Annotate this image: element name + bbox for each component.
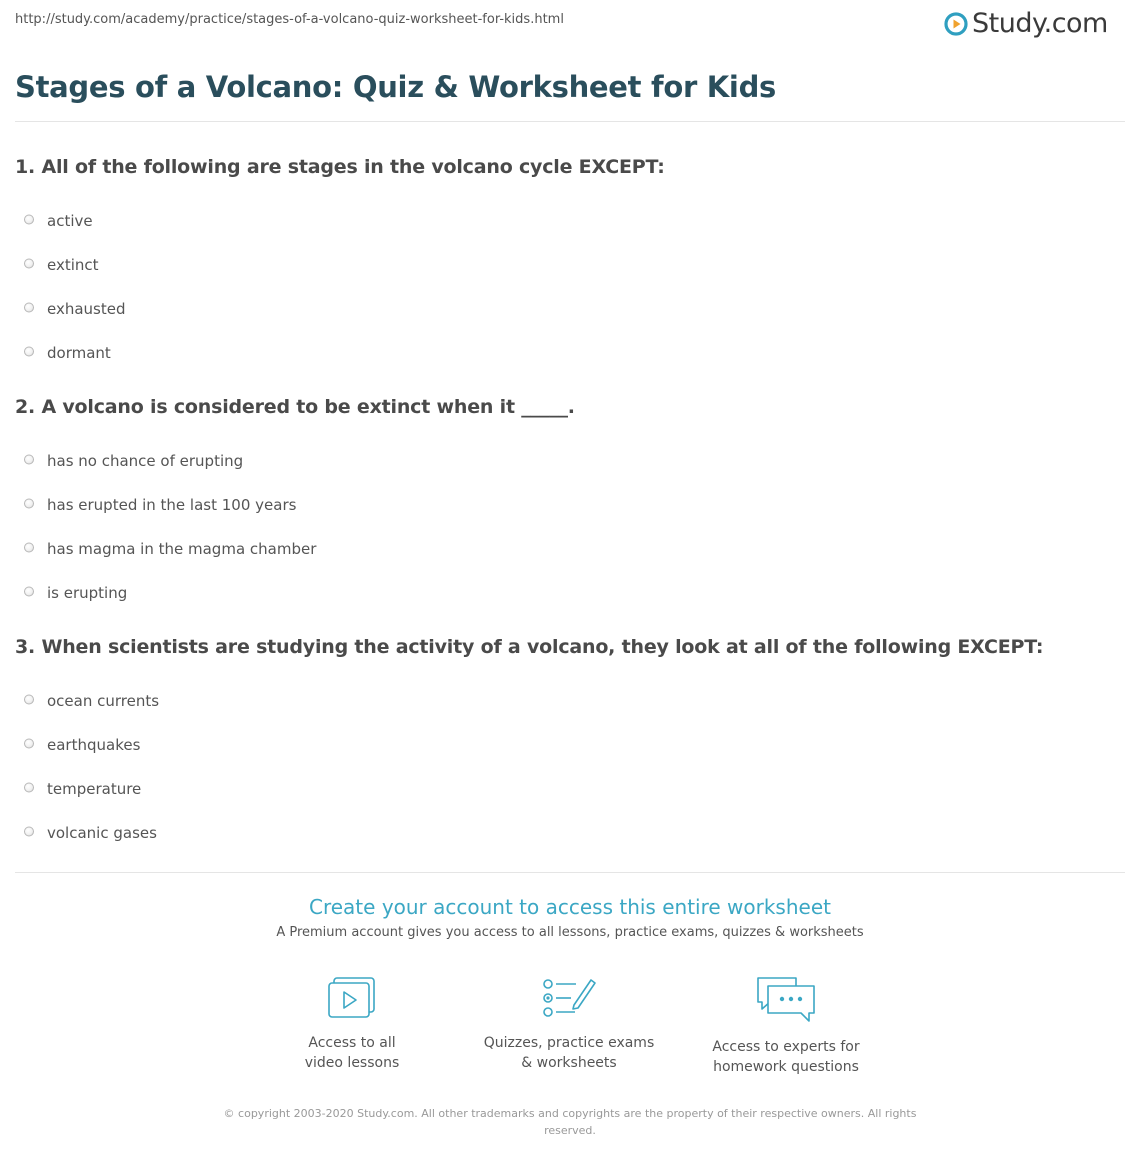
answer-label: temperature bbox=[47, 780, 142, 798]
radio-button[interactable] bbox=[24, 827, 34, 837]
radio-button[interactable] bbox=[24, 215, 34, 225]
radio-button[interactable] bbox=[24, 347, 34, 357]
question-1-options bbox=[15, 199, 1125, 375]
answer-option[interactable] bbox=[15, 527, 1125, 571]
divider-top bbox=[15, 121, 1125, 122]
answer-option[interactable] bbox=[15, 331, 1125, 375]
answer-label: is erupting bbox=[47, 584, 128, 602]
question-1-text: 1. All of the following are stages in the volcano cycle EXCEPT: bbox=[15, 156, 665, 178]
radio-button[interactable] bbox=[24, 303, 34, 313]
copyright-notice: © copyright 2003-2020 Study.com. All other trademarks and copyrights are the property of their respective owners. All rights reserved. bbox=[223, 1107, 917, 1137]
question-3-text: 3. When scientists are studying the activity of a volcano, they look at all of the following EXCEPT: bbox=[15, 636, 1044, 658]
answer-option[interactable] bbox=[15, 199, 1125, 243]
answer-label: has erupted in the last 100 years bbox=[47, 496, 297, 514]
answer-option[interactable] bbox=[15, 723, 1125, 767]
feature-quizzes bbox=[469, 975, 669, 1073]
answer-option[interactable] bbox=[15, 571, 1125, 615]
answer-option[interactable] bbox=[15, 287, 1125, 331]
answer-label: earthquakes bbox=[47, 736, 141, 754]
feature-experts bbox=[686, 975, 886, 1077]
answer-option[interactable] bbox=[15, 243, 1125, 287]
feature-video-lessons bbox=[252, 975, 452, 1073]
study-logo[interactable] bbox=[944, 8, 1108, 39]
feature-label: Quizzes, practice exams & worksheets bbox=[483, 1035, 655, 1071]
logo-text: Study.com bbox=[972, 8, 1108, 39]
quiz-checklist-icon bbox=[541, 975, 597, 1021]
answer-label: exhausted bbox=[47, 300, 126, 318]
chat-bubbles-icon bbox=[754, 975, 818, 1025]
radio-button[interactable] bbox=[24, 739, 34, 749]
question-3 bbox=[15, 635, 1125, 855]
answer-option[interactable] bbox=[15, 679, 1125, 723]
radio-button[interactable] bbox=[24, 259, 34, 269]
question-2 bbox=[15, 395, 1125, 615]
radio-button[interactable] bbox=[24, 783, 34, 793]
question-1 bbox=[15, 155, 1125, 375]
answer-label: has no chance of erupting bbox=[47, 452, 244, 470]
page-url: http://study.com/academy/practice/stages-of-a-volcano-quiz-worksheet-for-kids.html bbox=[15, 12, 564, 27]
answer-label: dormant bbox=[47, 344, 111, 362]
radio-button[interactable] bbox=[24, 543, 34, 553]
answer-option[interactable] bbox=[15, 439, 1125, 483]
answer-label: active bbox=[47, 212, 93, 230]
page-title: Stages of a Volcano: Quiz & Worksheet for Kids bbox=[15, 70, 776, 104]
answer-option[interactable] bbox=[15, 483, 1125, 527]
create-account-link[interactable]: Create your account to access this entire worksheet bbox=[309, 895, 831, 919]
radio-button[interactable] bbox=[24, 587, 34, 597]
radio-button[interactable] bbox=[24, 455, 34, 465]
answer-label: ocean currents bbox=[47, 692, 160, 710]
premium-description: A Premium account gives you access to all lessons, practice exams, quizzes & worksheets bbox=[276, 925, 864, 940]
video-lessons-icon bbox=[326, 975, 378, 1021]
answer-option[interactable] bbox=[15, 767, 1125, 811]
play-circle-icon bbox=[944, 12, 968, 36]
radio-button[interactable] bbox=[24, 695, 34, 705]
feature-label: Access to experts for homework questions bbox=[712, 1039, 860, 1075]
answer-label: volcanic gases bbox=[47, 824, 157, 842]
question-2-text: 2. A volcano is considered to be extinct when it _____. bbox=[15, 396, 575, 418]
divider-bottom bbox=[15, 872, 1125, 873]
answer-label: has magma in the magma chamber bbox=[47, 540, 317, 558]
answer-label: extinct bbox=[47, 256, 99, 274]
question-2-options bbox=[15, 439, 1125, 615]
feature-label: Access to all video lessons bbox=[304, 1035, 400, 1071]
question-3-options bbox=[15, 679, 1125, 855]
radio-button[interactable] bbox=[24, 499, 34, 509]
answer-option[interactable] bbox=[15, 811, 1125, 855]
